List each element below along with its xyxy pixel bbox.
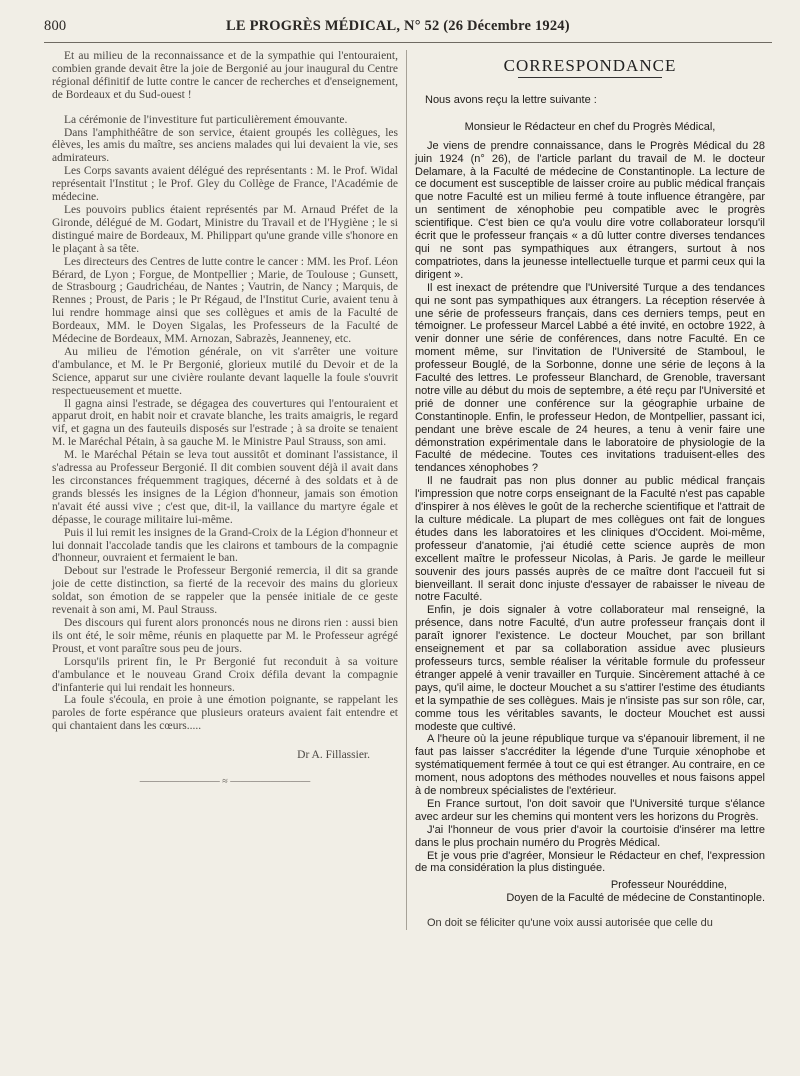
journal-title: LE PROGRÈS MÉDICAL, N° 52 (26 Décembre 1924) [226, 18, 570, 34]
section-title: CORRESPONDANCE [503, 56, 677, 75]
salutation: Monsieur le Rédacteur en chef du Progrès Médical, [464, 120, 716, 133]
paragraph: Puis il lui remit les insignes de la Grand-Croix de la Légion d'honneur et lui donnait l'accolade tandis que les clairons et tambours de la compagnie d'honneur, ouvraient et fermaient le ban. [52, 526, 398, 565]
paragraph: Je viens de prendre connaissance, dans le Progrès Médical du 28 juin 1924 (n° 26), de l'article parlant du travail de M. le docteur Delamare, à la Faculté de médecine de Constantinople. La lecture de ce document est susceptible de laisser croire au public médical français que notre Faculté est un milieu fermé à toute influence étrangère, par un sentiment de xénophobie peu compatible avec le progrès scientifique. C'est bien ce qu'a voulu dire votre collaborateur lorsqu'il écrit que le professeur français « a dû lutter contre diverses tendances qui ne sont pas sympathiques aux étrangers, surtout à nos compatriotes, dans la jeunesse intellectuelle turque et parmi ceux qui la dirigent ». [415, 139, 765, 281]
paragraph: La foule s'écoula, en proie à une émotion poignante, se rappelant les paroles de forte espérance que plusieurs orateurs avaient fait entendre et qui chantaient dans les cœurs..... [52, 694, 398, 733]
paragraph: Enfin, je dois signaler à votre collaborateur mal renseigné, la présence, dans notre Faculté, d'un autre professeur français dont il paraît ignorer l'existence. Le docteur Mouchet, par son brillant enseignement et par sa collaboration assidue avec plusieurs professeurs turcs, semble réaliser la véritable formule du professeur étranger appelé à venir travailler en Turquie. Sincèrement attaché à ce pays, qu'il aime, le docteur Mouchet a su s'attirer l'estime des étudiants et la sympathie de ses collègues. Mais je n'insiste pas sur son rôle, car, comme tous les véritables savants, le docteur Mouchet est aussi modeste que cultivé. [415, 604, 765, 733]
column-divider [406, 50, 407, 930]
signature-title: Doyen de la Faculté de médecine de Constantinople. [506, 892, 765, 905]
paragraph: Lorsqu'ils prirent fin, le Pr Bergonié fut reconduit à sa voiture d'ambulance et le nouveau Grand Croix défila devant la compagnie d'infanterie qui lui rendait les honneurs. [52, 655, 398, 694]
page-number: 800 [44, 18, 67, 34]
closing-line: On doit se féliciter qu'une voix aussi autorisée que celle du [427, 917, 713, 930]
paragraph: Au milieu de l'émotion générale, on vit s'arrêter une voiture d'ambulance, et M. le Pr Bergonié, glorieux mutilé du Devoir et de la Science, apparut sur une civière roulante devant laquelle la foule s'ouvrit respectueusement et muette. [52, 345, 398, 397]
paragraph: Les Corps savants avaient délégué des représentants : M. le Prof. Widal représentait l'Institut ; le Prof. Gley du Collège de France, l'Académie de médecine. [52, 165, 398, 204]
paragraph: La cérémonie de l'investiture fut particulièrement émouvante. [64, 113, 348, 126]
paragraph: Debout sur l'estrade le Professeur Bergonié remercia, il dit sa grande joie de cette distinction, sa fierté de la recevoir des mains du glorieux soldat, son émotion de se rappeler que la pensée initiale de ce geste revenait à son ami, M. Paul Strauss. [52, 565, 398, 617]
paragraph: Les pouvoirs publics étaient représentés par M. Arnaud Préfet de la Gironde, délégué de M. Godart, Ministre du Travail et de l'Hygiène ; le si distingué maire de Bordeaux, M. Philippart qu'une grande ville s'honore en le plaçant à sa tête. [52, 203, 398, 255]
paragraph: Et au milieu de la reconnaissance et de la sympathie qui l'entouraient, combien grande devait être la joie de Bergonié au jour inaugural du Centre régional définitif de lutte contre le cancer de recherches et d'enseignement, de Bordeaux et du Sud-ouest ! [52, 50, 398, 101]
paragraph: Dans l'amphithéâtre de son service, étaient groupés les collègues, les élèves, les amis du maître, ses anciens malades qui lui devaient la vie, ses admirateurs. [52, 126, 398, 165]
signature-name: Professeur Nouréddine, [610, 879, 727, 892]
intro-line: Nous avons reçu la lettre suivante : [425, 93, 597, 106]
author-signature: Dr A. Fillassier. [297, 749, 370, 762]
paragraph: En France surtout, l'on doit savoir que l'Université turque s'élance avec ardeur sur les chemins qui montent vers les horizons du Progrès. [415, 797, 765, 823]
ornament-divider: ———————— ≈ ———————— [139, 776, 311, 788]
right-column [415, 50, 765, 930]
paragraph: Il ne faudrait pas non plus donner au public médical français l'impression que notre corps enseignant de la Faculté n'est pas capable d'inspirer à nos élèves le goût de la recherche scientifique et l'attrait de la culture médicale. La plupart de mes collègues ont fait de longues études dans les laboratoires et les cliniques d'Occident. Moi-même, professeur d'anatomie, j'ai étudié cette science auprès de mon excellent maître le professeur Nicolas, à Paris. Je garde le meilleur souvenir des jours passés auprès de ce maître dont l'accueil fut si bienveillant. Il serait donc injuste d'essayer de rabaisser le niveau de notre Faculté. [415, 475, 765, 604]
paragraph: Les directeurs des Centres de lutte contre le cancer : MM. les Prof. Léon Bérard, de Lyon ; Forgue, de Montpellier ; Marie, de Toulouse ; Gunsett, de Strasbourg ; Gaudrichéau, de Nantes ; Vautrin, de Nancy ; Marquis, de Rennes ; Proust, de Paris ; le Pr Régaud, de l'Institut Curie, avaient tenu à lui rendre hommage ainsi que ses collègues et amis de la Faculté de Bordeaux, MM. le Doyen Sigalas, les Professeurs de la Faculté de Médecine de Bordeaux, MM. Arnozan, Sabrazès, Jeanneney, etc. [52, 255, 398, 346]
paragraph: Il est inexact de prétendre que l'Université Turque a des tendances qui ne sont pas sympathiques aux étrangers. La réception réservée à une série de professeurs français, dans ces derniers temps, peut en témoigner. Le professeur Marcel Labbé a été invité, en octobre 1922, à venir donner une série de conférences, dans notre Faculté. En ce moment même, sur l'invitation de l'Université de Stamboul, le professeur Bouglé, de la Sorbonne, donne une série de leçons à la Faculté des lettres. Le professeur Blanchard, de Grenoble, traversant notre ville au début du mois de septembre, a été reçu par l'Université et prié de donner une conférence sur la géographie urbaine de Constantinople. Enfin, le professeur Hedon, de Montpellier, passant ici, pendant une brève escale de 24 heures, a tenu à venir faire une démonstration expérimentale dans le laboratoire de physiologie de la Faculté de médecine. Toutes ces invitations traduisent-elles des tendances xénophobes ? [415, 281, 765, 475]
left-column [52, 50, 398, 789]
paragraph: M. le Maréchal Pétain se leva tout aussitôt et dominant l'assistance, il s'adressa au Professeur Bergonié. Il dit combien souvent déjà il avait dans les circonstances fréquemment tragiques, décerné à des soldats et à de grands blessés les insignes de la Légion d'honneur, jamais son émotion n'avait été aussi vive ; c'est que, dit-il, la vaillance du martyre égale et dépasse, le courage militaire lui-même. [52, 449, 398, 526]
paragraph: J'ai l'honneur de vous prier d'avoir la courtoisie d'insérer ma lettre dans le plus prochain numéro du Progrès Médical. [415, 823, 765, 849]
paragraph: Des discours qui furent alors prononcés nous ne dirons rien : aussi bien ils ont été, le soir même, réunis en plaquette par M. le Professeur agrégé Proust, et vont paraître sous peu de jours. [52, 616, 398, 655]
header-rule [44, 42, 772, 43]
paragraph: A l'heure où la jeune république turque va s'épanouir librement, il ne faut pas laisser s'accréditer la légende d'une Turquie xénophobe et systématiquement fermée à tout ce qui est étranger. Au contraire, en ce moment, nous adoptons des méthodes nouvelles et nous faisons appel à de nombreux spécialistes de l'extérieur. [415, 733, 765, 798]
paragraph: Et je vous prie d'agréer, Monsieur le Rédacteur en chef, l'expression de ma considération la plus distinguée. [415, 849, 765, 875]
section-title-rule [518, 77, 662, 78]
page-header [44, 18, 772, 38]
paragraph: Il gagna ainsi l'estrade, se dégagea des couvertures qui l'entouraient et apparut droit, en habit noir et cravate blanche, les traits amaigris, le regard vif, et gagna un des fauteuils disposés sur l'estrade ; à sa droite se tenaient M. le Maréchal Pétain, à sa gauche M. le Ministre Paul Strauss, son ami. [52, 397, 398, 449]
